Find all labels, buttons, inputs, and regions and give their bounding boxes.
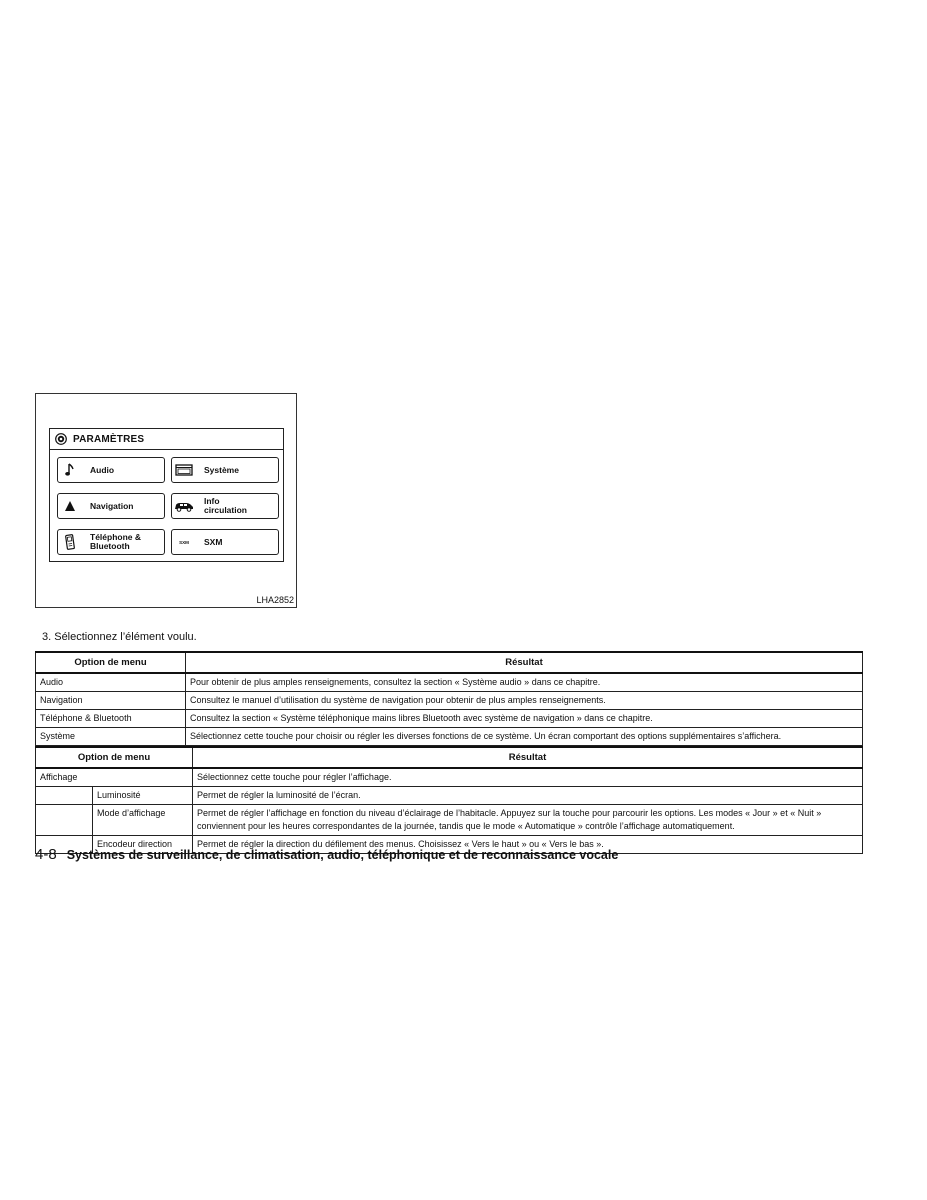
- table-row: [36, 768, 863, 787]
- table-row: [36, 673, 863, 692]
- result-cell: Consultez le manuel d’utilisation du système de navigation pour obtenir de plus amples renseignements.: [186, 692, 863, 710]
- tile-label: [82, 533, 141, 551]
- result-cell: Consultez la section « Système téléphonique mains libres Bluetooth avec système de navigation » dans ce chapitre.: [186, 710, 863, 728]
- page-number: 4-8: [35, 846, 57, 863]
- screen-title: PARAMÈTRES: [73, 433, 145, 445]
- header-result: Résultat: [186, 652, 863, 673]
- header-result: Résultat: [193, 747, 863, 768]
- table-row: [36, 805, 863, 836]
- option-cell: Navigation: [36, 692, 186, 710]
- step-instruction: 3. Sélectionnez l’élément voulu.: [42, 631, 197, 643]
- settings-figure: [35, 393, 297, 608]
- indent-cell: [36, 805, 93, 836]
- phone-icon: [58, 534, 82, 550]
- result-cell: Pour obtenir de plus amples renseignements, consultez la section « Système audio » dans ce chapitre.: [186, 673, 863, 692]
- tile-label: Système: [204, 464, 239, 475]
- tile-info-circulation[interactable]: [171, 493, 279, 519]
- result-cell: Permet de régler la luminosité de l’écran.: [193, 787, 863, 805]
- table-row: [36, 710, 863, 728]
- suboption-cell: Mode d’affichage: [93, 805, 193, 836]
- music-note-icon: [58, 463, 82, 477]
- tile-telephone-bluetooth[interactable]: [57, 529, 165, 555]
- result-cell: Permet de régler l’affichage en fonction du niveau d’éclairage de l’habitacle. Appuyez sur la touche pour parcourir les options. Les modes « Jour » et « Nuit » conviennent pour les heures correspondantes de la journée, tandis que le mode « Automatique » contrôle l’affichage automatiquement.: [193, 805, 863, 836]
- settings-screen: [49, 428, 284, 562]
- tile-label-line2: circulation: [204, 505, 247, 515]
- chapter-title: Systèmes de surveillance, de climatisation, audio, téléphonique et de reconnaissance vocale: [66, 848, 619, 862]
- tile-label: Audio: [90, 464, 115, 475]
- page-footer: [35, 846, 618, 863]
- table-header-row: [36, 652, 863, 673]
- suboption-cell: Luminosité: [93, 787, 193, 805]
- tile-label-line1: Info: [204, 496, 220, 506]
- screen-header: [50, 429, 283, 450]
- tile-systeme[interactable]: [171, 457, 279, 483]
- tile-navigation[interactable]: [57, 493, 165, 519]
- tile-sxm[interactable]: [171, 529, 279, 555]
- tile-label-line1: Téléphone &: [90, 532, 142, 542]
- table-header-row: [36, 747, 863, 768]
- navigation-arrow-icon: [58, 500, 82, 512]
- option-cell: Affichage: [36, 768, 193, 787]
- option-cell: Système: [36, 728, 186, 746]
- monitor-icon: [172, 464, 196, 476]
- result-cell: Sélectionnez cette touche pour régler l’affichage.: [193, 768, 863, 787]
- suboption-cell: Encodeur direction: [93, 836, 193, 854]
- result-cell: Sélectionnez cette touche pour choisir ou régler les diverses fonctions de ce système. Un écran comportant des options supplémentaires s’affichera.: [186, 728, 863, 746]
- result-cell: Permet de régler la direction du défilement des menus. Choisissez « Vers le haut » ou « Vers le bas ».: [193, 836, 863, 854]
- tile-label-line2: Bluetooth: [90, 541, 130, 551]
- sxm-logo-icon: SXM: [179, 539, 189, 545]
- tile-label: SXM: [204, 536, 223, 547]
- table-row: [36, 728, 863, 746]
- header-option: Option de menu: [36, 652, 186, 673]
- tile-label: [196, 497, 247, 515]
- figure-id: LHA2852: [256, 595, 294, 605]
- system-options-table: [35, 746, 863, 854]
- option-cell: Téléphone & Bluetooth: [36, 710, 186, 728]
- gear-icon: [55, 433, 67, 445]
- header-option: Option de menu: [36, 747, 193, 768]
- table-row: [36, 787, 863, 805]
- table-row: [36, 692, 863, 710]
- tile-label: Navigation: [90, 500, 134, 511]
- tile-audio[interactable]: [57, 457, 165, 483]
- option-cell: Audio: [36, 673, 186, 692]
- indent-cell: [36, 787, 93, 805]
- traffic-car-icon: [172, 500, 196, 512]
- menu-options-table: [35, 651, 863, 746]
